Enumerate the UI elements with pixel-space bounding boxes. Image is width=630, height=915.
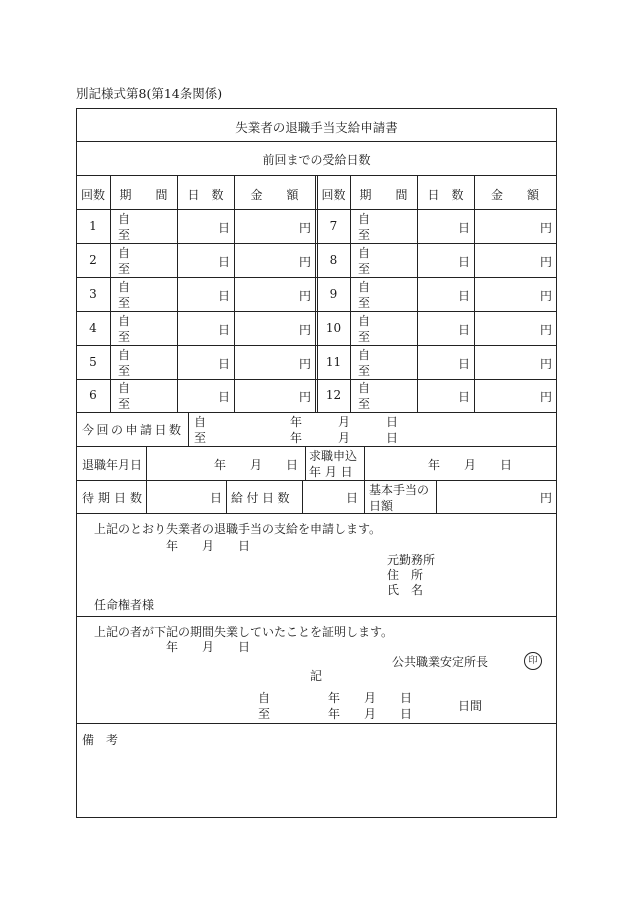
yen-unit: 円 (540, 323, 553, 337)
day-unit: 日 (238, 539, 251, 553)
day-unit: 日 (238, 640, 251, 654)
retire-date-label: 退職年月日 (82, 458, 143, 472)
day-unit: 日 (218, 221, 231, 235)
day-unit: 日 (386, 431, 399, 445)
to-label: 至 (118, 397, 131, 411)
yen-unit: 円 (299, 255, 312, 269)
to-label: 至 (358, 330, 371, 344)
row-number: 5 (89, 355, 97, 369)
to-label: 至 (358, 296, 371, 310)
name-label: 氏 名 (387, 583, 424, 597)
month-unit: 月 (250, 458, 263, 472)
year-unit: 年 (290, 415, 303, 429)
from-label: 自 (358, 212, 371, 226)
month-unit: 月 (364, 707, 377, 721)
job-app-label: 年 月 日 (309, 465, 353, 479)
yen-unit: 円 (540, 390, 553, 404)
month-unit: 月 (338, 431, 351, 445)
to-label: 至 (258, 707, 271, 721)
row-number: 7 (329, 219, 338, 233)
to-label: 至 (118, 330, 131, 344)
year-unit: 年 (328, 707, 341, 721)
note-mark: 記 (310, 669, 323, 683)
day-unit: 日 (400, 707, 413, 721)
waiting-days-label: 待期日数 (82, 491, 147, 505)
day-unit: 日 (500, 458, 513, 472)
day-unit: 日 (458, 255, 471, 269)
yen-unit: 円 (540, 221, 553, 235)
row-number: 3 (89, 287, 97, 301)
days-period-label: 日間 (458, 699, 483, 713)
yen-unit: 円 (299, 357, 312, 371)
to-label: 至 (358, 364, 371, 378)
from-label: 自 (118, 314, 131, 328)
declaration-text: 上記のとおり失業者の退職手当の支給を申請します。 (94, 522, 382, 536)
row-number: 8 (329, 253, 338, 267)
from-label: 自 (118, 280, 131, 294)
day-unit: 日 (218, 289, 231, 303)
header-no: 回数 (80, 188, 105, 202)
day-unit: 日 (458, 357, 471, 371)
yen-unit: 円 (299, 323, 312, 337)
month-unit: 月 (464, 458, 477, 472)
form-title: 失業者の退職手当支給申請書 (235, 120, 398, 135)
from-label: 自 (358, 246, 371, 260)
row-number: 11 (325, 355, 342, 369)
yen-unit: 円 (299, 390, 312, 404)
year-unit: 年 (214, 458, 227, 472)
header-days: 日 数 (427, 188, 464, 202)
to-label: 至 (358, 228, 371, 242)
day-unit: 日 (218, 357, 231, 371)
row-number: 2 (89, 253, 97, 267)
day-unit: 日 (346, 491, 359, 505)
row-number: 4 (89, 321, 97, 335)
yen-unit: 円 (540, 289, 553, 303)
yen-unit: 円 (540, 357, 553, 371)
former-office-label: 元勤務所 (387, 553, 436, 567)
month-unit: 月 (202, 640, 215, 654)
yen-unit: 円 (540, 491, 553, 505)
base-allowance-label: 日額 (369, 499, 394, 513)
to-label: 至 (118, 262, 131, 276)
header-period: 期 間 (359, 188, 408, 202)
from-label: 自 (358, 381, 371, 395)
header-days: 日 数 (187, 188, 224, 202)
address-label: 住 所 (387, 568, 424, 582)
to-label: 至 (118, 296, 131, 310)
from-label: 自 (358, 348, 371, 362)
to-label: 至 (194, 431, 207, 445)
day-unit: 日 (458, 390, 471, 404)
to-label: 至 (118, 364, 131, 378)
to-label: 至 (358, 397, 371, 411)
row-number: 12 (325, 388, 342, 402)
from-label: 自 (194, 415, 207, 429)
seal-icon: 印 (524, 652, 542, 670)
certification-text: 上記の者が下記の期間失業していたことを証明します。 (94, 625, 394, 639)
to-label: 至 (118, 228, 131, 242)
benefit-days-label: 給付日数 (231, 491, 294, 505)
month-unit: 月 (364, 691, 377, 705)
prev-section-title: 前回までの受給日数 (262, 153, 371, 167)
remarks-label: 備 考 (82, 733, 119, 747)
office-chief-label: 公共職業安定所長 (392, 655, 489, 669)
row-number: 6 (89, 388, 97, 402)
row-number: 9 (329, 287, 338, 301)
from-label: 自 (258, 691, 271, 705)
from-label: 自 (118, 212, 131, 226)
base-allowance-label: 基本手当の (369, 483, 430, 497)
month-unit: 月 (202, 539, 215, 553)
yen-unit: 円 (540, 255, 553, 269)
from-label: 自 (358, 280, 371, 294)
year-unit: 年 (166, 640, 179, 654)
day-unit: 日 (386, 415, 399, 429)
yen-unit: 円 (299, 221, 312, 235)
day-unit: 日 (218, 255, 231, 269)
day-unit: 日 (400, 691, 413, 705)
day-unit: 日 (458, 323, 471, 337)
header-period: 期 間 (119, 188, 168, 202)
day-unit: 日 (458, 289, 471, 303)
job-app-label: 求職申込 (309, 449, 358, 463)
current-days-label: 今回の申請日数 (82, 423, 184, 437)
header-amount: 金 額 (250, 188, 299, 202)
year-unit: 年 (328, 691, 341, 705)
appointer-label: 任命権者様 (94, 598, 155, 612)
from-label: 自 (118, 246, 131, 260)
header-no: 回数 (321, 188, 346, 202)
form-reference: 別記様式第8(第14条関係) (76, 86, 223, 101)
to-label: 至 (358, 262, 371, 276)
year-unit: 年 (290, 431, 303, 445)
row-number: 1 (89, 219, 97, 233)
from-label: 自 (118, 348, 131, 362)
from-label: 自 (358, 314, 371, 328)
from-label: 自 (118, 381, 131, 395)
day-unit: 日 (218, 390, 231, 404)
header-amount: 金 額 (490, 188, 539, 202)
year-unit: 年 (166, 539, 179, 553)
day-unit: 日 (210, 491, 223, 505)
row-number: 10 (325, 321, 342, 335)
day-unit: 日 (286, 458, 299, 472)
day-unit: 日 (458, 221, 471, 235)
day-unit: 日 (218, 323, 231, 337)
year-unit: 年 (428, 458, 441, 472)
month-unit: 月 (338, 415, 351, 429)
yen-unit: 円 (299, 289, 312, 303)
